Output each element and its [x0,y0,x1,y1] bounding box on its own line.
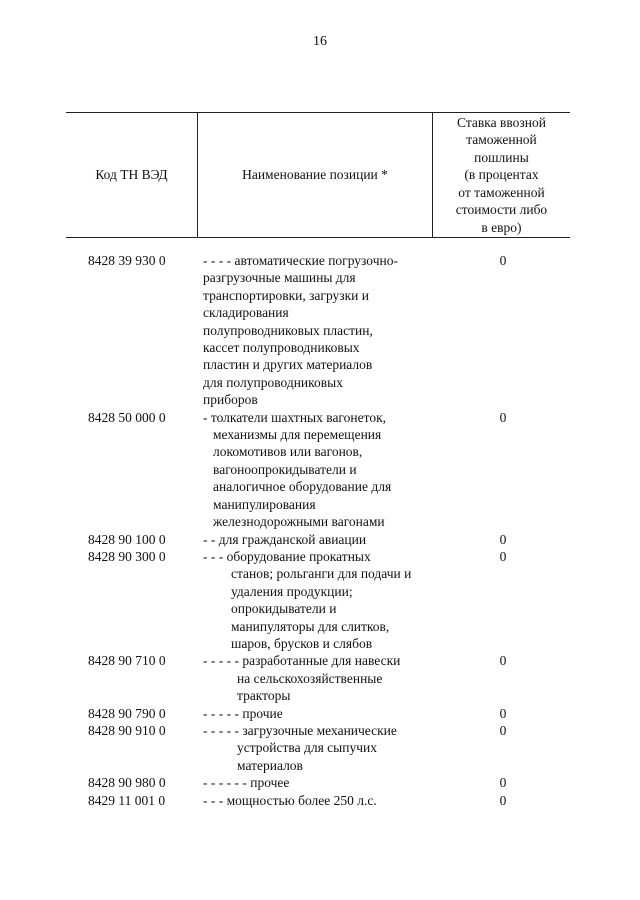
position-name-line: механизмы для перемещения [213,427,382,443]
position-name [203,409,435,531]
table-row [0,792,640,809]
tnved-code: 8428 39 930 0 [88,253,166,268]
column-header-name: Наименование позиции * [198,113,433,237]
position-name [203,705,435,722]
duty-rate: 0 [499,775,507,791]
table-row [0,705,640,722]
position-name-line: - - - оборудование прокатных [203,548,371,564]
tnved-code: 8428 90 100 0 [88,531,166,547]
position-name-line: станов; рольганги для подачи и [231,566,412,582]
position-name-line: складирования [203,305,289,321]
duty-rate: 0 [499,722,507,738]
position-name [203,548,435,652]
position-name-line: транспортировки, загрузки и [203,287,370,303]
duty-rate: 0 [499,653,507,669]
column-header-rate [433,113,570,237]
position-name-line: локомотивов или вагонов, [213,444,363,460]
position-name [203,774,435,791]
rate-header-line: (в процентах [464,167,539,183]
position-name-line: железнодорожными вагонами [213,514,385,530]
duty-rate: 0 [499,253,507,268]
duty-rate: 0 [499,409,507,425]
position-name-line: - - для гражданской авиации [203,531,367,547]
position-name-line: манипуляторы для слитков, [231,618,390,634]
tnved-code: 8428 50 000 0 [88,409,166,425]
position-name-line: - - - - - разработанные для навески [203,653,401,669]
position-name-line: - - - - автоматические погрузочно- [203,253,398,268]
tariff-rows [0,252,640,809]
position-name-line: для полупроводниковых [203,374,343,390]
table-row [0,409,640,531]
position-name-line: материалов [237,757,303,773]
rate-header-line: в евро) [481,219,522,235]
rate-header-line: пошлины [474,149,529,165]
duty-rate: 0 [499,792,507,808]
position-name [203,722,435,774]
table-row [0,652,640,704]
column-header-code: Код ТН ВЭД [66,113,198,237]
tnved-code: 8428 90 710 0 [88,653,166,669]
tnved-code: 8428 90 790 0 [88,705,166,721]
tnved-code: 8428 90 980 0 [88,775,166,791]
table-header [66,112,570,238]
position-name-line: аналогичное оборудование для [213,479,392,495]
position-name-line: удаления продукции; [231,583,353,599]
position-name-line: приборов [203,392,258,408]
position-name-line: пластин и других материалов [203,357,373,373]
tnved-code: 8428 90 910 0 [88,722,166,738]
duty-rate: 0 [499,531,507,547]
rate-header-line: таможенной [466,132,537,148]
table-row [0,531,640,548]
position-name-line: тракторы [237,688,291,704]
position-name [203,252,435,409]
position-name-line: манипулирования [213,496,316,512]
tnved-code: 8428 90 300 0 [88,548,166,564]
table-row [0,548,640,652]
position-name-line: устройства для сыпучих [237,740,377,756]
position-name-line: - толкатели шахтных вагонеток, [203,409,387,425]
position-name-line: - - - - - загрузочные механические [203,722,397,738]
table-row [0,774,640,791]
position-name [203,531,435,548]
position-name-line: - - - мощностью более 250 л.с. [203,792,377,808]
table-row [0,722,640,774]
rate-header-line: стоимости либо [455,202,548,218]
rate-header-lines [456,114,547,237]
tnved-code: 8429 11 001 0 [88,792,166,808]
position-name-line: разгрузочные машины для [203,270,356,286]
position-name-line: вагоноопрокидыватели и [213,461,357,477]
position-name [203,652,435,704]
table-row [0,252,640,409]
duty-rate: 0 [499,705,507,721]
rate-header-line: от таможенной [458,184,545,200]
position-name-line: - - - - - прочие [203,705,283,721]
rate-header-line: Ставка ввозной [457,114,546,130]
duty-rate: 0 [499,548,507,564]
position-name-line: полупроводниковых пластин, [203,322,373,338]
position-name-line: - - - - - - прочее [203,775,290,791]
page-number: 16 [313,34,327,49]
position-name-line: опрокидыватели и [231,601,337,617]
position-name-line: на сельскохозяйственные [237,670,383,686]
position-name-line: шаров, брусков и слябов [231,635,373,651]
position-name [203,792,435,809]
position-name-line: кассет полупроводниковых [203,340,360,356]
